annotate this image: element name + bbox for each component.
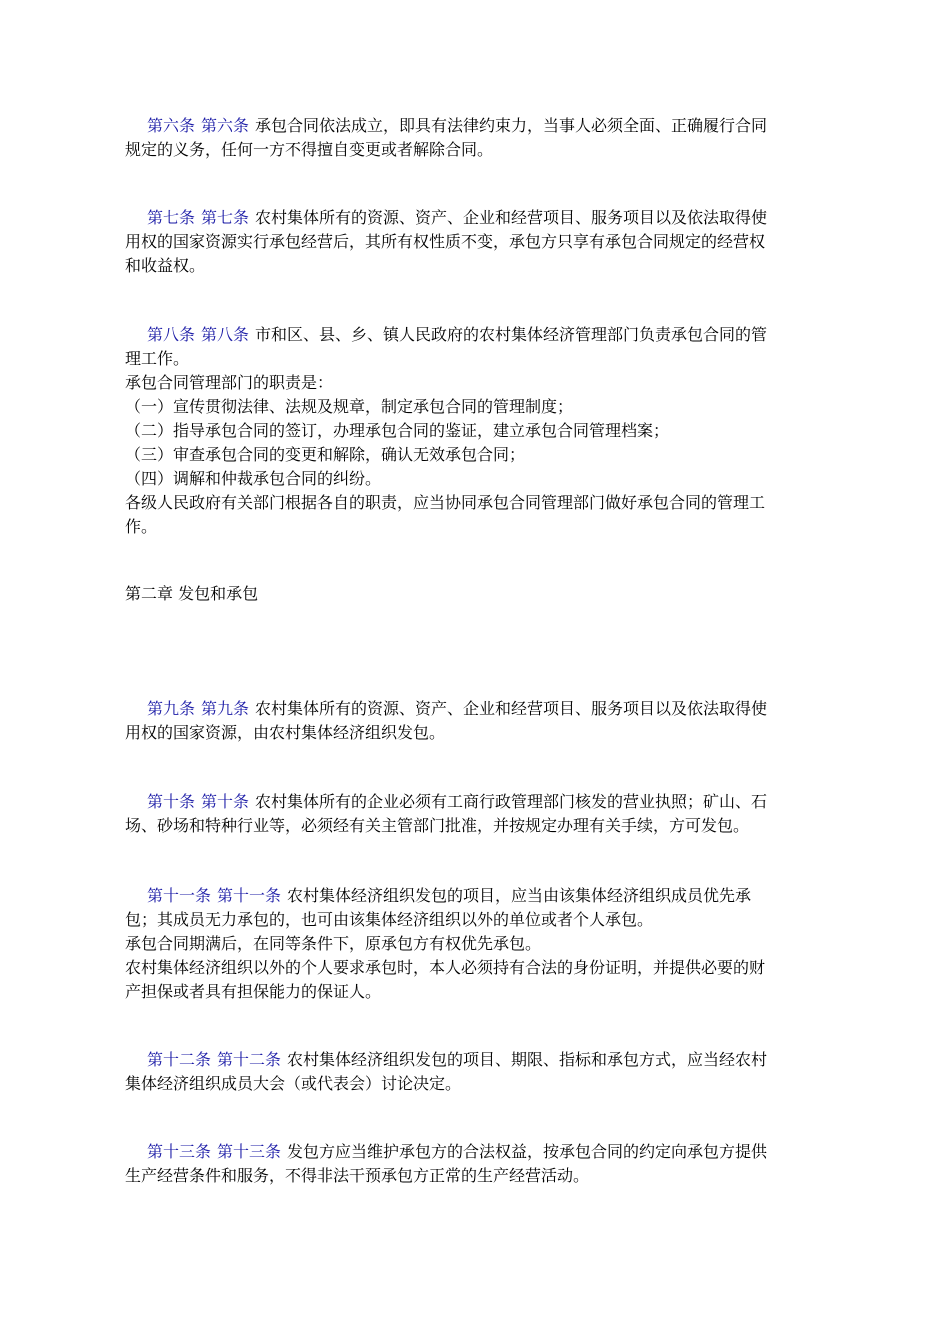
article-text-line: 集体经济组织成员大会（或代表会）讨论决定。: [125, 1074, 462, 1093]
article-10: [125, 790, 835, 838]
article-text-line: 和收益权。: [125, 256, 206, 275]
article-first-line: [125, 790, 835, 814]
article-number-link[interactable]: 第十三条: [147, 1142, 212, 1161]
article-number-link[interactable]: 第八条: [147, 325, 196, 344]
article-text-line: 包；其成员无力承包的，也可由该集体经济组织以外的单位或者个人承包。: [125, 910, 654, 929]
article-number-link[interactable]: 第七条: [147, 208, 196, 227]
article-text-line: 规定的义务，任何一方不得擅自变更或者解除合同。: [125, 140, 494, 159]
article-text: 市和区、县、乡、镇人民政府的农村集体经济管理部门负责承包合同的管: [255, 325, 768, 344]
article-text-line: 场、砂场和特种行业等，必须经有关主管部门批准，并按规定办理有关手续，方可发包。: [125, 816, 750, 835]
list-item: （二）指导承包合同的签订，办理承包合同的鉴证，建立承包合同管理档案；: [125, 421, 670, 440]
article-number-link[interactable]: 第九条: [201, 699, 250, 718]
article-text: 农村集体经济组织发包的项目、期限、指标和承包方式，应当经农村: [287, 1050, 768, 1069]
article-text-line: 承包合同期满后，在同等条件下，原承包方有权优先承包。: [125, 934, 542, 953]
article-number-link[interactable]: 第六条: [147, 116, 196, 135]
article-number-link[interactable]: 第十条: [201, 792, 250, 811]
article-text-line: 承包合同管理部门的职责是：: [125, 373, 334, 392]
article-number-link[interactable]: 第十条: [147, 792, 196, 811]
article-first-line: [125, 323, 835, 347]
article-11: [125, 884, 835, 1004]
article-number-link[interactable]: 第九条: [147, 699, 196, 718]
article-text: 农村集体所有的资源、资产、企业和经营项目、服务项目以及依法取得使: [255, 208, 768, 227]
article-first-line: [125, 884, 835, 908]
list-item: （一）宣传贯彻法律、法规及规章，制定承包合同的管理制度；: [125, 397, 574, 416]
article-number-link[interactable]: 第十一条: [217, 886, 282, 905]
article-12: [125, 1048, 835, 1096]
article-6: [125, 114, 835, 162]
article-number-link[interactable]: 第七条: [201, 208, 250, 227]
article-first-line: [125, 1140, 835, 1164]
article-number-link[interactable]: 第六条: [201, 116, 250, 135]
article-number-link[interactable]: 第十一条: [147, 886, 212, 905]
article-number-link[interactable]: 第十二条: [217, 1050, 282, 1069]
article-text: 农村集体所有的资源、资产、企业和经营项目、服务项目以及依法取得使: [255, 699, 768, 718]
article-text-line: 产担保或者具有担保能力的保证人。: [125, 982, 382, 1001]
article-text-line: 用权的国家资源，由农村集体经济组织发包。: [125, 723, 446, 742]
list-item: （四）调解和仲裁承包合同的纠纷。: [125, 469, 382, 488]
article-first-line: [125, 697, 835, 721]
article-text: 承包合同依法成立，即具有法律约束力，当事人必须全面、正确履行合同: [255, 116, 768, 135]
chapter-heading: [125, 582, 835, 606]
article-8: [125, 323, 835, 539]
article-text-line: 用权的国家资源实行承包经营后，其所有权性质不变，承包方只享有承包合同规定的经营权: [125, 232, 766, 251]
chapter-title: 第二章 发包和承包: [125, 584, 259, 603]
article-number-link[interactable]: 第八条: [201, 325, 250, 344]
article-9: [125, 697, 835, 745]
article-text-line: 理工作。: [125, 349, 190, 368]
list-item: （三）审查承包合同的变更和解除，确认无效承包合同；: [125, 445, 526, 464]
article-text: 农村集体所有的企业必须有工商行政管理部门核发的营业执照；矿山、石: [255, 792, 768, 811]
article-number-link[interactable]: 第十二条: [147, 1050, 212, 1069]
article-text: 发包方应当维护承包方的合法权益，按承包合同的约定向承包方提供: [287, 1142, 768, 1161]
article-first-line: [125, 206, 835, 230]
article-text-line: 农村集体经济组织以外的个人要求承包时，本人必须持有合法的身份证明，并提供必要的财: [125, 958, 766, 977]
article-13: [125, 1140, 835, 1188]
article-text-line: 生产经营条件和服务，不得非法干预承包方正常的生产经营活动。: [125, 1166, 590, 1185]
article-text-line: 作。: [125, 517, 158, 536]
article-number-link[interactable]: 第十三条: [217, 1142, 282, 1161]
article-text-line: 各级人民政府有关部门根据各自的职责，应当协同承包合同管理部门做好承包合同的管理工: [125, 493, 766, 512]
article-first-line: [125, 114, 835, 138]
article-first-line: [125, 1048, 835, 1072]
article-7: [125, 206, 835, 278]
article-text: 农村集体经济组织发包的项目，应当由该集体经济组织成员优先承: [287, 886, 752, 905]
